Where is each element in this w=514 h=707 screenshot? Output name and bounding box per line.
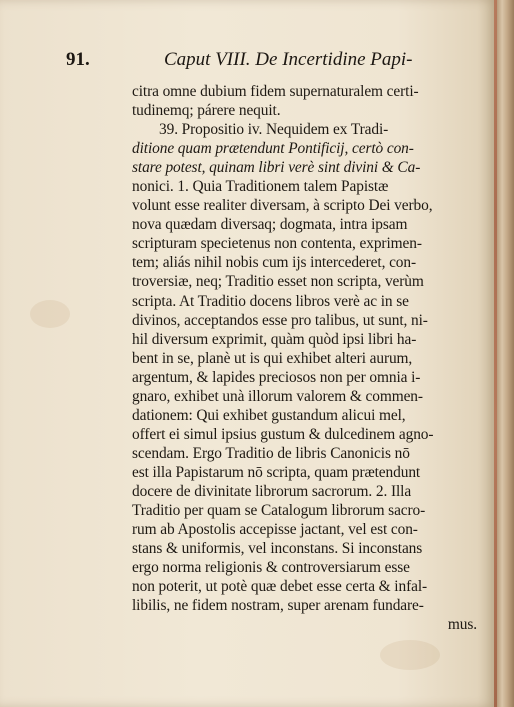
text-line: bent in se, planè ut is qui exhibet alteri aurum, [132, 349, 413, 367]
text-line: mus. [447, 616, 477, 634]
text-line: Traditio per quam se Catalogum librorum sacro- [132, 502, 426, 520]
text-line: tudinemq; párere nequit. [132, 102, 281, 120]
text-line: ditione quam prætendunt Pontificij, certò con- [132, 140, 414, 158]
paper-stain [30, 300, 70, 328]
body-text [132, 82, 477, 634]
text-line: libilis, ne fidem nostram, super arenam fundare- [132, 597, 424, 615]
page-number: 91. [66, 49, 90, 70]
text-line: nonici. 1. Quia Traditionem talem Papistæ [132, 178, 389, 196]
text-line: stare potest, quinam libri verè sint divini & Ca- [132, 159, 421, 177]
running-head: Caput VIII. De Incertidine Papi- [164, 49, 413, 70]
text-line: nova quædam diversaq; dogmata, intra ipsam [132, 216, 408, 234]
text-line: stans & uniformis, vel inconstans. Si inconstans [132, 540, 423, 558]
text-line: scripta. At Traditio docens libros verè ac in se [132, 292, 409, 310]
text-line: docere de divinitate librorum sacrorum. 2. Illa [132, 482, 412, 500]
text-line: scripturam specietenus non contenta, exprimen- [132, 235, 422, 253]
text-line: hil diversum exprimit, quàm quòd ipsi libri ha- [132, 330, 417, 348]
text-line: 39. Propositio iv. Nequidem ex Tradi- [159, 121, 389, 139]
book-spine [497, 0, 514, 707]
text-line: argentum, & lapides preciosos non per omnia i- [132, 368, 421, 386]
text-line: dationem: Qui exhibet gustandum alicui mel, [132, 406, 406, 424]
text-line: scendam. Ergo Traditio de libris Canonicis nō [132, 444, 410, 462]
paper-stain [380, 640, 440, 670]
text-line: tem; aliás nihil nobis cum ijs intercederet, con- [132, 254, 417, 272]
text-line: volunt esse realiter diversam, à scripto Dei verbo, [132, 197, 433, 215]
text-line: non poterit, ut potè quæ debet esse certa & infal- [132, 578, 428, 596]
text-line: offert ei simul ipsius gustum & dulcedinem agno- [132, 425, 434, 443]
text-line: rum ab Apostolis accepisse jactant, vel est con- [132, 521, 418, 539]
text-line: citra omne dubium fidem supernaturalem certi- [132, 83, 419, 100]
text-line: gnaro, exhibet unà illorum valorem & commen- [132, 387, 423, 405]
page-header [66, 49, 480, 75]
text-line: divinos, acceptandos esse pro talibus, ut sunt, ni- [132, 311, 428, 329]
text-line: ergo norma religionis & controversiarum esse [132, 559, 410, 577]
text-line: est illa Papistarum nō scripta, quam prætendunt [132, 463, 421, 481]
text-line: troversiæ, neq; Traditio esset non scripta, verùm [132, 273, 424, 291]
